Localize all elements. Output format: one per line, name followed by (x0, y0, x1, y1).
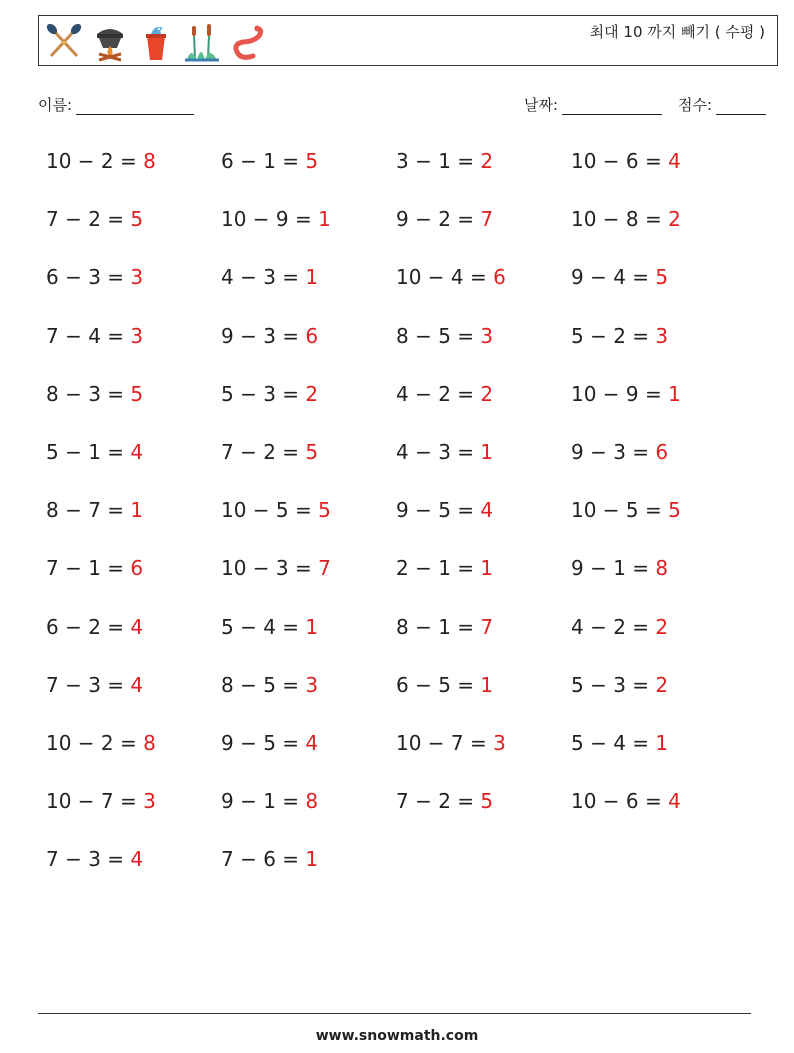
problem-answer: 1 (480, 439, 494, 464)
problem-question: 9 − 1 = (571, 556, 650, 581)
problem-item (396, 321, 571, 379)
cattail-reeds-icon (181, 20, 223, 64)
problem-question: 5 − 4 = (221, 614, 300, 639)
problem-question: 10 − 2 = (46, 730, 137, 755)
problem-answer: 6 (305, 323, 319, 348)
problem-item (396, 379, 571, 437)
problem-answer: 1 (480, 556, 494, 581)
problem-row (46, 321, 766, 379)
problem-question: 9 − 3 = (221, 323, 300, 348)
problem-answer: 3 (655, 323, 669, 348)
problem-item (221, 612, 396, 670)
problem-item (221, 728, 396, 786)
problem-answer: 8 (143, 149, 156, 173)
worksheet-title: 최대 10 까지 빼기 ( 수평 ) (589, 23, 765, 41)
problem-answer: 5 (130, 381, 144, 406)
problem-item (221, 495, 396, 553)
problem-question: 10 − 9 = (571, 381, 662, 406)
problem-row (46, 728, 766, 786)
problem-question: 10 − 5 = (571, 498, 662, 523)
problem-question: 8 − 5 = (396, 323, 475, 348)
problem-answer: 1 (318, 207, 331, 232)
problem-answer: 1 (130, 498, 144, 523)
problem-answer: 6 (655, 439, 669, 464)
problem-item (571, 495, 746, 553)
footer-site: www.snowmath.com (315, 1028, 479, 1044)
problem-item (396, 786, 571, 844)
problem-question: 9 − 5 = (396, 498, 475, 523)
problem-answer: 4 (668, 149, 681, 173)
problem-answer: 3 (493, 730, 506, 755)
problem-item (571, 204, 746, 262)
problem-row (46, 495, 766, 553)
problem-item (221, 146, 396, 204)
problem-question: 7 − 3 = (46, 672, 125, 697)
problem-item (571, 553, 746, 611)
problem-answer: 3 (143, 789, 156, 814)
problem-question: 7 − 4 = (46, 323, 125, 348)
problem-question: 10 − 6 = (571, 149, 662, 173)
problem-item (396, 670, 571, 728)
problem-question: 7 − 2 = (396, 789, 475, 814)
problem-item (396, 437, 571, 495)
problem-item (571, 146, 746, 204)
problem-answer: 4 (130, 847, 144, 872)
problem-item (571, 786, 746, 844)
problem-question: 7 − 6 = (221, 847, 300, 872)
problem-item (396, 728, 571, 786)
problem-question: 8 − 3 = (46, 381, 125, 406)
problem-answer: 4 (480, 498, 494, 523)
problem-answer: 6 (130, 556, 144, 581)
problem-question: 10 − 3 = (221, 556, 312, 581)
problem-item (46, 146, 221, 204)
problem-row (46, 612, 766, 670)
problem-question: 5 − 3 = (221, 381, 300, 406)
problem-question: 10 − 6 = (571, 789, 662, 814)
problem-answer: 7 (480, 207, 494, 232)
problem-row (46, 670, 766, 728)
problem-item (221, 204, 396, 262)
problem-item (571, 437, 746, 495)
problem-row (46, 437, 766, 495)
problem-question: 9 − 2 = (396, 207, 475, 232)
problem-question: 5 − 1 = (46, 439, 125, 464)
problem-question: 10 − 7 = (46, 789, 137, 814)
problem-question: 7 − 2 = (221, 439, 300, 464)
problem-item (396, 495, 571, 553)
problem-answer: 4 (130, 439, 144, 464)
problem-question: 8 − 5 = (221, 672, 300, 697)
problem-question: 5 − 4 = (571, 730, 650, 755)
problem-answer: 1 (480, 672, 494, 697)
problem-answer: 8 (143, 730, 156, 755)
problem-question: 5 − 2 = (571, 323, 650, 348)
problem-row (46, 844, 766, 902)
header-icons (43, 20, 269, 64)
problem-item (221, 321, 396, 379)
footer-divider (38, 1013, 751, 1014)
problem-answer: 1 (305, 847, 319, 872)
problem-item (221, 844, 396, 902)
problem-row (46, 786, 766, 844)
problem-question: 10 − 7 = (396, 730, 487, 755)
problem-item (46, 321, 221, 379)
problem-question: 10 − 5 = (221, 498, 312, 523)
problem-answer: 5 (318, 498, 331, 523)
problem-item (221, 262, 396, 320)
problem-item (396, 262, 571, 320)
problem-item (46, 379, 221, 437)
problem-question: 6 − 3 = (46, 265, 125, 290)
worm-icon (227, 20, 269, 64)
score-blank-line (716, 98, 766, 115)
worksheet-header (38, 15, 778, 66)
problem-answer: 4 (130, 672, 144, 697)
problem-item (221, 786, 396, 844)
problem-answer: 5 (305, 149, 319, 173)
problem-item (396, 612, 571, 670)
problem-answer: 5 (655, 265, 669, 290)
problem-question: 2 − 1 = (396, 556, 475, 581)
problem-item (46, 553, 221, 611)
problem-item (221, 670, 396, 728)
problem-item (571, 262, 746, 320)
problem-item (46, 670, 221, 728)
problem-answer: 2 (668, 207, 681, 232)
name-blank-line (76, 98, 194, 115)
problem-item (221, 553, 396, 611)
problem-question: 4 − 3 = (221, 265, 300, 290)
problem-row (46, 553, 766, 611)
problem-answer: 5 (130, 207, 144, 232)
problem-answer: 7 (318, 556, 331, 581)
problem-question: 3 − 1 = (396, 149, 475, 173)
problem-question: 5 − 3 = (571, 672, 650, 697)
score-label: 점수: (678, 96, 713, 114)
problem-answer: 6 (493, 265, 506, 290)
problem-answer: 3 (130, 323, 144, 348)
problem-answer: 4 (130, 614, 144, 639)
problem-item (396, 146, 571, 204)
problem-question: 6 − 2 = (46, 614, 125, 639)
problem-answer: 8 (305, 789, 319, 814)
problem-question: 9 − 4 = (571, 265, 650, 290)
problem-question: 7 − 2 = (46, 207, 125, 232)
problem-item (396, 204, 571, 262)
problem-item (571, 728, 746, 786)
problem-grid (46, 146, 766, 902)
problem-question: 4 − 2 = (571, 614, 650, 639)
problem-item (221, 437, 396, 495)
problem-question: 7 − 3 = (46, 847, 125, 872)
problem-question: 7 − 1 = (46, 556, 125, 581)
problem-item (46, 786, 221, 844)
problem-answer: 2 (655, 672, 669, 697)
problem-answer: 4 (668, 789, 681, 814)
campfire-pot-icon (89, 20, 131, 64)
problem-question: 6 − 5 = (396, 672, 475, 697)
problem-answer: 1 (305, 614, 319, 639)
name-label: 이름: (38, 96, 73, 114)
problem-answer: 4 (305, 730, 319, 755)
name-field (38, 94, 194, 115)
problem-question: 8 − 1 = (396, 614, 475, 639)
problem-question: 9 − 3 = (571, 439, 650, 464)
problem-row (46, 262, 766, 320)
problem-answer: 7 (480, 614, 494, 639)
problem-answer: 5 (305, 439, 319, 464)
problem-row (46, 379, 766, 437)
problem-item (571, 670, 746, 728)
problem-item (46, 495, 221, 553)
problem-question: 10 − 4 = (396, 265, 487, 290)
problem-item (46, 204, 221, 262)
problem-question: 8 − 7 = (46, 498, 125, 523)
problem-question: 10 − 8 = (571, 207, 662, 232)
problem-answer: 5 (480, 789, 494, 814)
problem-answer: 8 (655, 556, 669, 581)
problem-answer: 1 (305, 265, 319, 290)
problem-row (46, 204, 766, 262)
problem-answer: 2 (480, 149, 494, 173)
problem-question: 6 − 1 = (221, 149, 300, 173)
problem-item (46, 262, 221, 320)
problem-item (46, 612, 221, 670)
problem-answer: 2 (305, 381, 319, 406)
problem-item (571, 612, 746, 670)
problem-item (571, 321, 746, 379)
problem-row (46, 146, 766, 204)
problem-answer: 1 (655, 730, 669, 755)
problem-question: 9 − 5 = (221, 730, 300, 755)
problem-question: 9 − 1 = (221, 789, 300, 814)
problem-answer: 3 (130, 265, 144, 290)
problem-question: 10 − 2 = (46, 149, 137, 173)
problem-item (396, 553, 571, 611)
problem-item (46, 437, 221, 495)
problem-answer: 2 (655, 614, 669, 639)
problem-question: 4 − 3 = (396, 439, 475, 464)
problem-question: 4 − 2 = (396, 381, 475, 406)
date-label: 날짜: (524, 96, 559, 114)
problem-item (46, 728, 221, 786)
date-blank-line (562, 98, 662, 115)
score-field (678, 94, 766, 115)
problem-item (46, 844, 221, 902)
problem-answer: 5 (668, 498, 681, 523)
problem-question: 10 − 9 = (221, 207, 312, 232)
date-field (524, 94, 662, 115)
fish-bucket-icon (135, 20, 177, 64)
problem-item (571, 379, 746, 437)
problem-answer: 2 (480, 381, 494, 406)
problem-item (221, 379, 396, 437)
problem-answer: 1 (668, 381, 681, 406)
problem-answer: 3 (480, 323, 494, 348)
problem-answer: 3 (305, 672, 319, 697)
paddles-icon (43, 20, 85, 64)
